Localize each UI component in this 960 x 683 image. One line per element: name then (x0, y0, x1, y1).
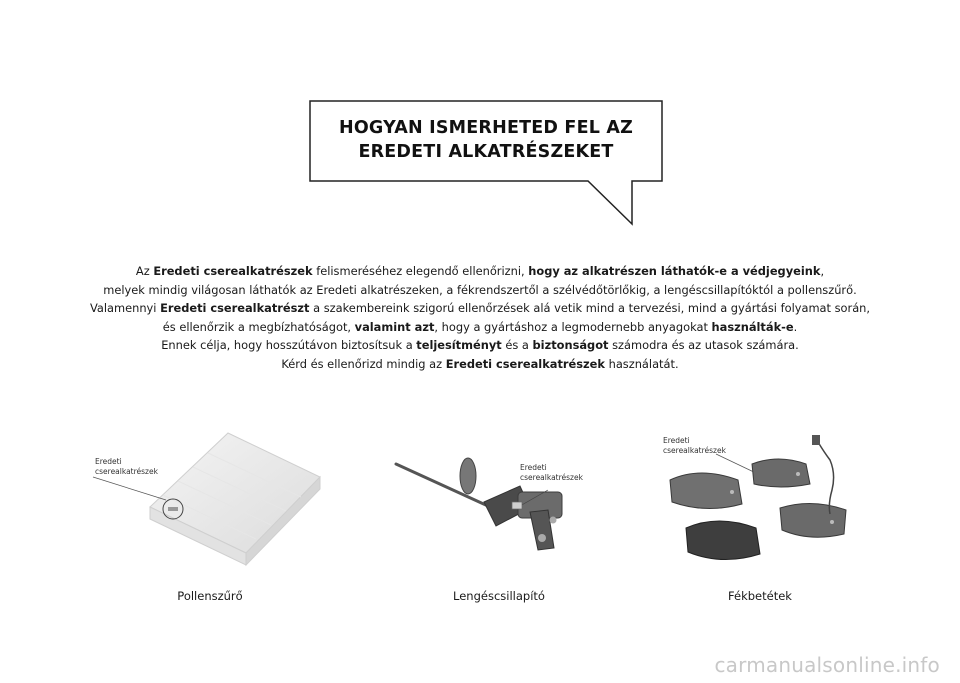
page-heading (312, 116, 660, 164)
intro-text: Kérd és ellenőrizd mindig az (281, 356, 446, 371)
intro-bold: Eredeti cserealkatrészek (153, 264, 313, 278)
intro-line (60, 336, 900, 355)
intro-paragraph (60, 262, 900, 373)
intro-text: és ellenőrzik a megbízhatóságot, (162, 319, 355, 334)
intro-text: a szakembereink szigorú ellenőrzések alá vetik mind a tervezési, mind a gyártási folyamat során, (309, 301, 871, 315)
intro-text: . (793, 319, 798, 334)
intro-bold: Eredeti cserealkatrészek (445, 356, 605, 371)
intro-line (60, 281, 900, 300)
heading-line-2: EREDETI ALKATRÉSZEKET (358, 142, 614, 162)
intro-text: használatát. (604, 356, 679, 371)
intro-line (60, 299, 900, 318)
intro-line (60, 262, 900, 281)
intro-text: felismeréséhez elegendő ellenőrizni, (312, 264, 529, 278)
intro-text: melyek mindig világosan láthatók az Eredeti alkatrészeken, a fékrendszertől a szélvédőtörlőkig, a lengéscsillapítóktól a pollenszűrő. (103, 282, 857, 297)
heading-line-1: HOGYAN ISMERHETED FEL AZ (338, 118, 634, 138)
intro-text: számodra és az utasok számára. (608, 338, 799, 352)
pollen-filter-image (88, 425, 328, 575)
callout-line-2: cserealkatrészek (95, 467, 158, 476)
callout-line-2: cserealkatrészek (663, 446, 726, 455)
callout-line-1: Eredeti (95, 457, 122, 466)
intro-bold: használták-e (711, 319, 794, 334)
intro-text: , (820, 264, 825, 278)
callout-line-1: Eredeti (520, 463, 547, 472)
intro-bold: valamint azt (354, 319, 435, 334)
intro-text: Az (135, 264, 154, 278)
intro-bold: Eredeti cserealkatrészt (160, 301, 310, 315)
intro-text: , hogy a gyártáshoz a legmodernebb anyagokat (434, 319, 712, 334)
intro-line (60, 318, 900, 337)
pollen-filter-callout (95, 457, 158, 477)
site-watermark: carmanualsonline.info (714, 653, 940, 677)
intro-bold: teljesítményt (416, 338, 502, 352)
brake-pads-caption: Fékbetétek (728, 589, 792, 603)
callout-line-1: Eredeti (663, 436, 690, 445)
intro-text: Valamennyi (89, 301, 161, 315)
intro-line (60, 355, 900, 374)
intro-text: és a (501, 338, 533, 352)
pollen-filter-caption: Pollenszűrő (177, 589, 243, 603)
shock-absorber-caption: Lengéscsillapító (453, 589, 545, 603)
intro-text: Ennek célja, hogy hosszútávon biztosítsuk a (161, 338, 417, 352)
intro-bold: biztonságot (532, 338, 609, 352)
brake-pads-callout (663, 436, 726, 456)
shock-absorber-callout (520, 463, 583, 483)
callout-line-2: cserealkatrészek (520, 473, 583, 482)
intro-bold: hogy az alkatrészen láthatók-e a védjegyeink (528, 264, 821, 278)
